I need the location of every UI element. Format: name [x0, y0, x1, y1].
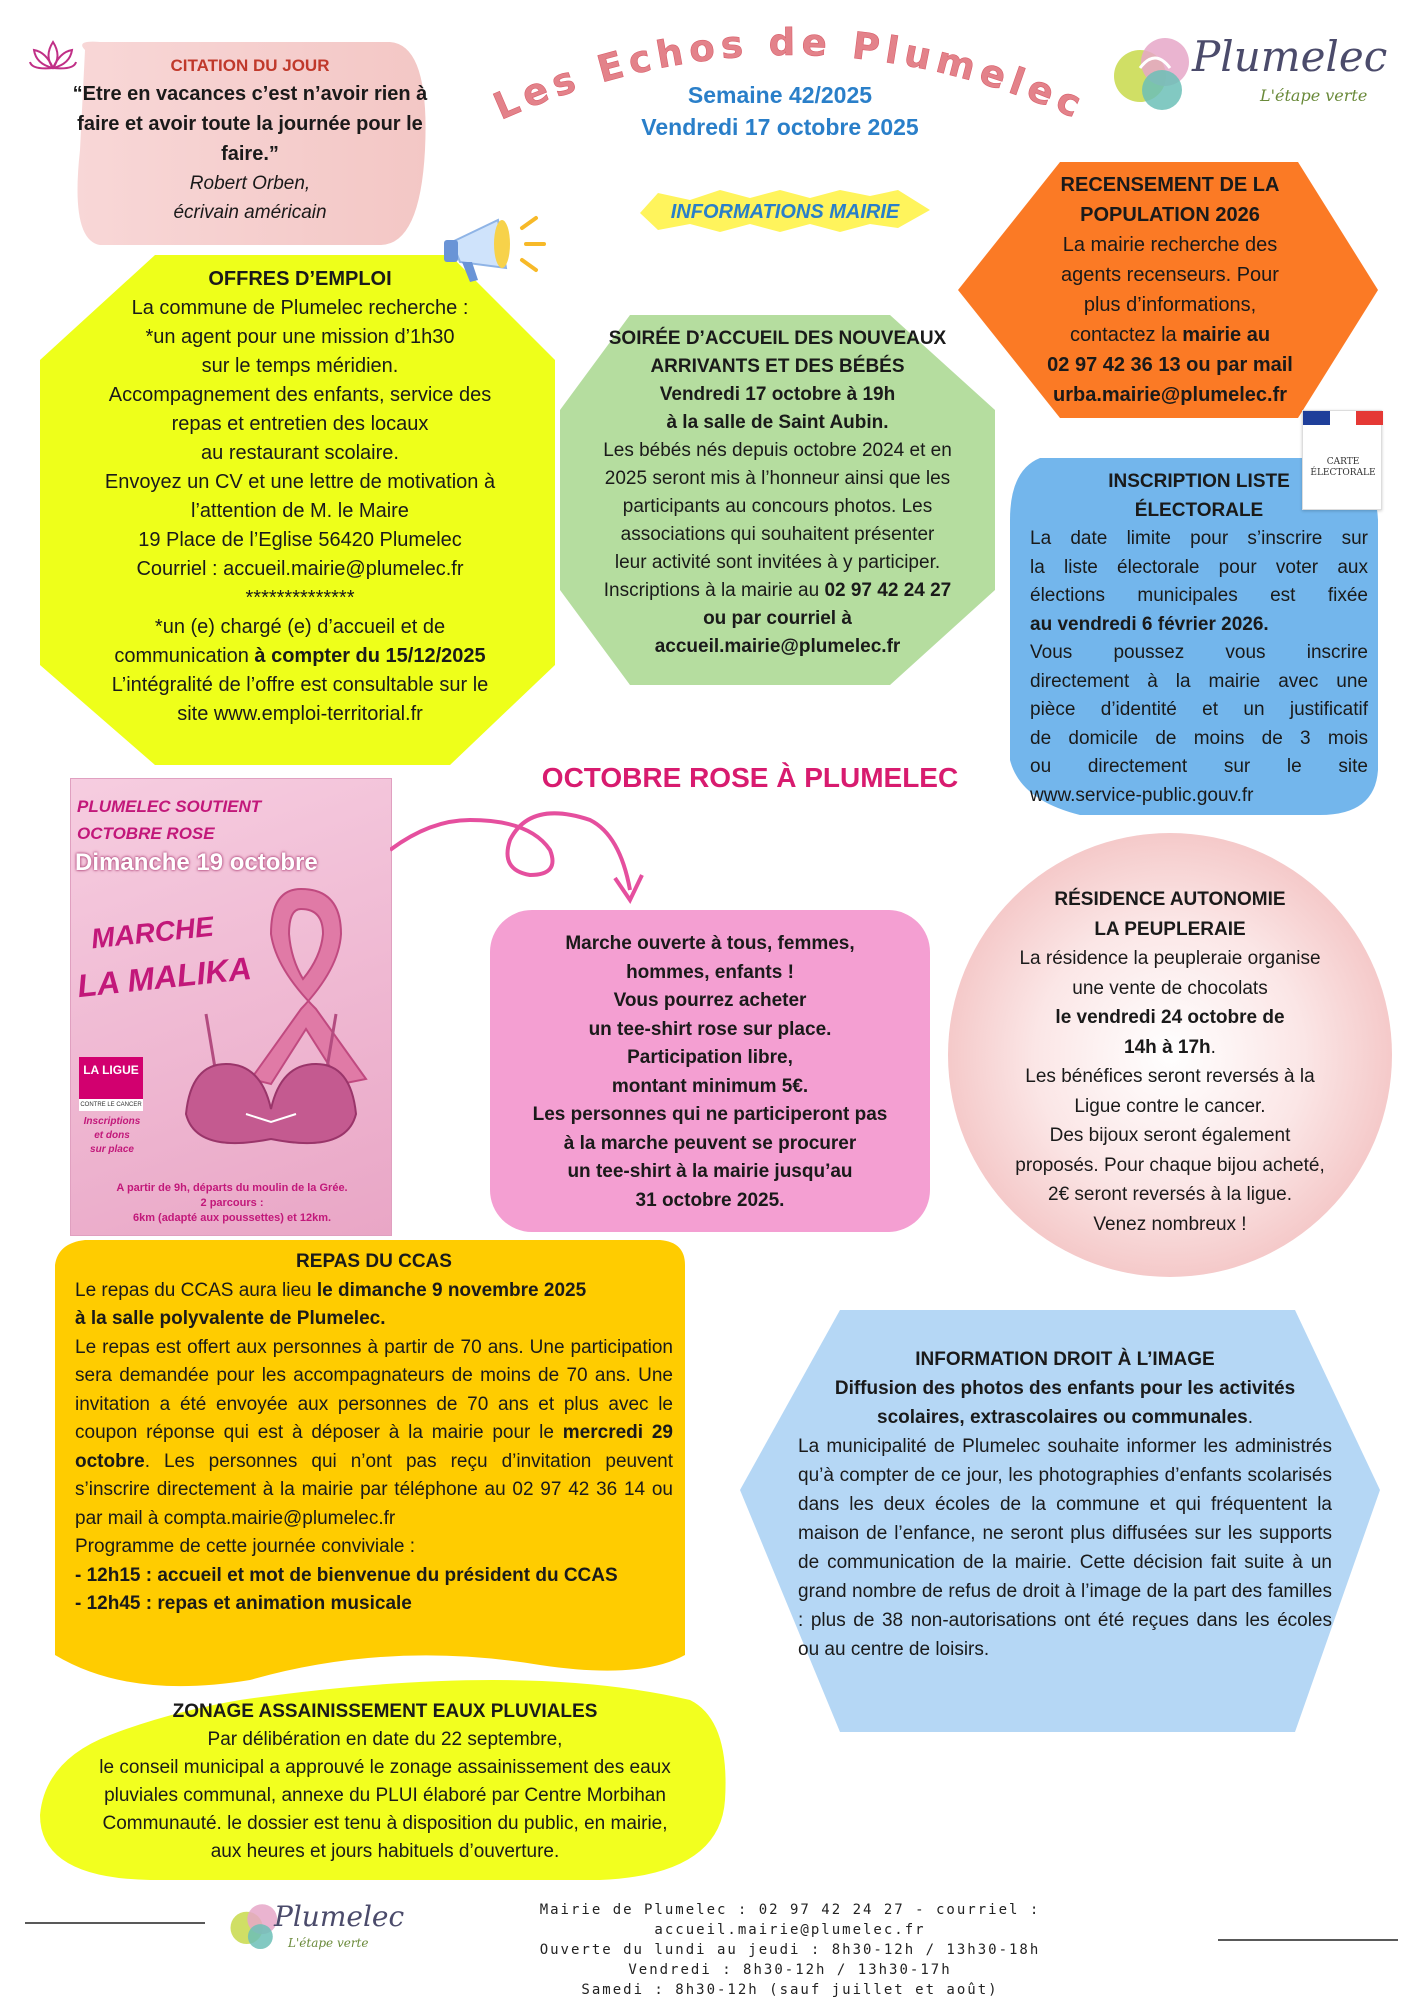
soiree-line: participants au concours photos. Les [622, 496, 933, 517]
recensement-email: urba.mairie@plumelec.fr [1052, 384, 1288, 406]
electorale-heading: INSCRIPTION LISTE [1108, 471, 1290, 492]
quote-heading: CITATION DU JOUR [170, 56, 330, 75]
zonage-block [45, 1698, 725, 1866]
bra-icon [176, 1004, 366, 1164]
emploi-line: L’intégralité de l’offre est consultable sur le [111, 674, 489, 696]
ligue-sub: CONTRE LE CANCER [79, 1099, 143, 1111]
quote-text: “Etre en vacances c’est n’avoir rien à faire et avoir toute la journée pour le faire.” [72, 83, 428, 165]
emploi-start-date: à compter du 15/12/2025 [254, 645, 486, 667]
electorale-website: www.service-public.gouv.fr [1030, 784, 1254, 806]
marche-line: un tee-shirt à la mairie jusqu’au [567, 1161, 853, 1182]
electorale-line: pièce d’identité et un justificatif [1030, 699, 1368, 720]
image-body: La municipalité de Plumelec souhaite informer les administrés qu’à compter de ce jour, les photographies d’enfants scolarisés dans les deux écoles de la commune et qui fréquentent la maison de l’enfance, ne seront plus diffusées sur les supports de communication de la mairie. Cette décision fait suite à un grand nombre de refus de droit à l’image de la part des familles : plus de 38 non-autorisations ont été reçues dans les écoles ou au centre de loisirs. [798, 1436, 1332, 1660]
electorale-line: Vous poussez vous inscrire [1030, 642, 1368, 663]
repas-text: . Les personnes qui n’ont pas reçu d’invitation peuvent s’inscrire directement à la mairie par téléphone au 02 97 42 36 14 ou par mail à compta.mairie@plumelec.fr [75, 1450, 673, 1529]
recensement-heading: RECENSEMENT DE LA [1060, 174, 1280, 196]
marche-line: un tee-shirt rose sur place. [588, 1018, 832, 1040]
ligue-logo [79, 1057, 143, 1099]
residence-block [970, 885, 1370, 1239]
residence-heading: LA PEUPLERAIE [1094, 918, 1246, 940]
footer-logo-text: Plumelec [274, 1900, 405, 1933]
repas-heading: REPAS DU CCAS [296, 1251, 452, 1272]
residence-hours: 14h à 17h [1124, 1036, 1211, 1058]
emploi-line: La commune de Plumelec recherche : [131, 297, 469, 319]
emploi-line: sur le temps méridien. [201, 355, 399, 377]
emploi-heading: OFFRES D’EMPLOI [208, 268, 392, 290]
electorale-line: ou directement sur le site [1030, 756, 1368, 777]
footer-hours: Ouverte du lundi au jeudi : 8h30-12h / 13h30-18h [539, 1942, 1041, 1958]
marche-line: hommes, enfants ! [626, 961, 794, 983]
footer [400, 1900, 1180, 2000]
soiree-line [565, 577, 990, 605]
poster-malika: LA MALIKA [75, 949, 254, 1005]
zonage-heading: ZONAGE ASSAINISSEMENT EAUX PLUVIALES [172, 1701, 598, 1722]
quote-author: Robert Orben, [189, 173, 311, 194]
recensement-block [1000, 170, 1340, 410]
poster-footer-line: A partir de 9h, départs du moulin de la Grée. [116, 1182, 348, 1194]
marche-line: à la marche peuvent se procurer [563, 1132, 857, 1154]
soiree-line-part: Inscriptions à la mairie au [603, 580, 825, 601]
poster-footer-line: 6km (adapté aux poussettes) et 12km. [132, 1212, 332, 1224]
soiree-heading: SOIRÉE D’ACCUEIL DES NOUVEAUX [608, 328, 947, 349]
plumelec-logo [1110, 28, 1388, 118]
residence-line: Ligue contre le cancer. [1074, 1095, 1266, 1117]
footer-hours: Samedi : 8h30-12h (sauf juillet et août) [581, 1982, 999, 1998]
image-block [790, 1345, 1340, 1664]
emploi-line-part: communication [114, 645, 255, 667]
residence-period: . [1210, 1036, 1216, 1058]
recensement-phone: 02 97 42 36 13 ou par mail [1047, 354, 1293, 376]
marche-line: Les personnes qui ne participeront pas [532, 1104, 888, 1125]
electorale-line: directement à la mairie avec une [1030, 670, 1368, 692]
emploi-line: 19 Place de l’Eglise 56420 Plumelec [138, 529, 462, 551]
zonage-line: pluviales communal, annexe du PLUI élaboré par Centre Morbihan [104, 1785, 666, 1806]
marche-line: Vous pourrez acheter [613, 990, 807, 1011]
marche-line: 31 octobre 2025. [635, 1189, 785, 1211]
poster-line: OCTOBRE ROSE [77, 824, 215, 843]
residence-line: Venez nombreux ! [1093, 1213, 1247, 1235]
recensement-heading: POPULATION 2026 [1080, 204, 1260, 226]
octobre-rose-poster [70, 778, 392, 1236]
repas-block [75, 1248, 673, 1619]
electorale-line: La date limite pour s’inscrire sur [1030, 528, 1368, 549]
residence-line: proposés. Pour chaque bijou acheté, [1015, 1154, 1325, 1176]
flag-icon [1303, 411, 1383, 425]
info-mairie-label: INFORMATIONS MAIRIE [670, 201, 900, 223]
emploi-line: Envoyez un CV et une lettre de motivation à [104, 471, 496, 493]
footer-logo-tagline: L'étape verte [288, 1936, 369, 1950]
soiree-line: associations qui souhaitent présenter [620, 524, 935, 545]
soiree-block [565, 325, 990, 661]
poster-insc-line: sur place [90, 1144, 134, 1155]
soiree-phone: 02 97 42 24 27 [824, 580, 952, 601]
zonage-line: Communauté. le dossier est tenu à disposition du public, en mairie, [102, 1813, 668, 1834]
logo-mark-icon [1110, 28, 1200, 118]
image-heading: INFORMATION DROIT À L’IMAGE [915, 1349, 1215, 1370]
footer-contact: Mairie de Plumelec : 02 97 42 24 27 - courriel : accueil.mairie@plumelec.fr [539, 1902, 1041, 1938]
emploi-line: Courriel : accueil.mairie@plumelec.fr [136, 558, 464, 580]
octobre-rose-title: OCTOBRE ROSE À PLUMELEC [541, 762, 959, 793]
residence-heading: RÉSIDENCE AUTONOMIE [1054, 889, 1286, 910]
image-subheading-part: scolaires, extrascolaires ou communales [877, 1407, 1248, 1428]
electorale-heading: ÉLECTORALE [1134, 499, 1264, 521]
repas-programme-label: Programme de cette journée conviviale : [75, 1536, 416, 1557]
emploi-line: site www.emploi-territorial.fr [177, 703, 423, 725]
emploi-separator: ************** [245, 587, 355, 609]
residence-line: 2€ seront reversés à la ligue. [1048, 1184, 1292, 1205]
soiree-line: Les bébés nés depuis octobre 2024 et en [603, 440, 952, 461]
logo-tagline: L'étape verte [1260, 86, 1368, 105]
residence-line: une vente de chocolats [1072, 977, 1268, 999]
repas-paragraph [75, 1334, 673, 1534]
residence-time [970, 1033, 1370, 1063]
emploi-block [60, 265, 540, 729]
zonage-line: le conseil municipal a approuvé le zonage assainissement des eaux [99, 1757, 671, 1778]
soiree-email: accueil.mairie@plumelec.fr [654, 636, 901, 657]
poster-line: PLUMELEC SOUTIENT [77, 797, 262, 816]
poster-footer [71, 1181, 392, 1226]
emploi-line: *un agent pour une mission d’1h30 [145, 326, 455, 348]
poster-insc-line: Inscriptions [83, 1116, 141, 1127]
soiree-line: 2025 seront mis à l’honneur ainsi que les [604, 468, 951, 489]
marche-line: Marche ouverte à tous, femmes, [565, 933, 855, 954]
carte-line: CARTE [1326, 457, 1360, 467]
repas-programme-item: - 12h15 : accueil et mot de bienvenue du président du CCAS [75, 1564, 618, 1586]
quote-block [60, 55, 440, 227]
residence-line: Les bénéfices seront reversés à la [1025, 1066, 1315, 1087]
poster-footer-line: 2 parcours : [200, 1197, 264, 1209]
image-subheading [790, 1403, 1340, 1432]
emploi-line: l’attention de M. le Maire [191, 500, 409, 522]
repas-location: à la salle polyvalente de Plumelec. [75, 1308, 386, 1329]
logo-text: Plumelec [1192, 32, 1388, 81]
recensement-line: agents recenseurs. Pour [1061, 264, 1279, 286]
image-period: . [1247, 1407, 1253, 1428]
footer-logo [228, 1898, 405, 1958]
repas-deadline: mercredi 29 octobre [75, 1422, 673, 1472]
recensement-line-part: mairie au [1182, 324, 1271, 346]
carte-line: ÉLECTORALE [1310, 468, 1376, 478]
marche-line: montant minimum 5€. [611, 1075, 809, 1097]
soiree-when: Vendredi 17 octobre à 19h [659, 384, 896, 405]
soiree-where: à la salle de Saint Aubin. [666, 412, 889, 433]
electorale-deadline: au vendredi 6 février 2026. [1030, 613, 1269, 635]
emploi-line: au restaurant scolaire. [201, 442, 399, 464]
residence-date: le vendredi 24 octobre de [1055, 1007, 1285, 1028]
electorale-line: la liste électorale pour voter aux [1030, 556, 1368, 578]
emploi-line [60, 642, 540, 671]
week-label: Semaine 42/2025 [687, 82, 873, 108]
soiree-line: ou par courriel à [703, 608, 852, 629]
residence-line: Des bijoux seront également [1049, 1125, 1291, 1146]
ligue-label: LA LIGUE [83, 1063, 139, 1077]
newsletter-title-text: Les Echos de Plumelec [487, 20, 1093, 129]
repas-date: le dimanche 9 novembre 2025 [316, 1279, 587, 1301]
date-label: Vendredi 17 octobre 2025 [641, 114, 919, 140]
poster-insc-line: et dons [94, 1130, 130, 1141]
repas-intro [75, 1277, 673, 1306]
soiree-heading: ARRIVANTS ET DES BÉBÉS [650, 356, 905, 377]
recensement-line-part: contactez la [1069, 324, 1183, 346]
poster-inscriptions [77, 1115, 147, 1157]
zonage-line: Par délibération en date du 22 septembre, [207, 1729, 563, 1750]
recensement-line [1000, 320, 1340, 350]
recensement-line: plus d’informations, [1083, 294, 1257, 316]
arrow-icon [390, 780, 670, 910]
quote-author-role: écrivain américain [173, 202, 327, 223]
marche-line: Participation libre, [627, 1047, 793, 1068]
marche-block [495, 930, 925, 1215]
emploi-line: Accompagnement des enfants, service des [108, 384, 492, 406]
soiree-line: leur activité sont invitées à y participer. [614, 552, 941, 573]
emploi-line: repas et entretien des locaux [171, 413, 429, 435]
repas-intro-part: Le repas du CCAS aura lieu [75, 1279, 317, 1301]
electorale-block [1030, 468, 1368, 810]
poster-date: Dimanche 19 octobre [75, 849, 318, 876]
electorale-line: élections municipales est fixée [1030, 585, 1368, 606]
repas-text: Le repas est offert aux personnes à partir de 70 ans. Une participation sera demandée pour les accompagnateurs de moins de 70 ans. Une invitation a été envoyée aux personnes de 70 ans et plus avec le coupon réponse qui est à déposer à la mairie pour le [75, 1336, 673, 1443]
recensement-line: La mairie recherche des [1062, 234, 1278, 256]
footer-hours: Vendredi : 8h30-12h / 13h30-17h [628, 1962, 952, 1978]
zonage-line: aux heures et jours habituels d’ouverture. [210, 1841, 560, 1862]
emploi-line: *un (e) chargé (e) d’accueil et de [154, 616, 446, 638]
poster-marche: MARCHE [89, 910, 216, 955]
repas-programme-item: - 12h45 : repas et animation musicale [75, 1593, 412, 1614]
electorale-line: de domicile de moins de 3 mois [1030, 727, 1368, 749]
residence-line: La résidence la peupleraie organise [1019, 948, 1321, 969]
image-subheading: Diffusion des photos des enfants pour les activités [834, 1378, 1296, 1399]
